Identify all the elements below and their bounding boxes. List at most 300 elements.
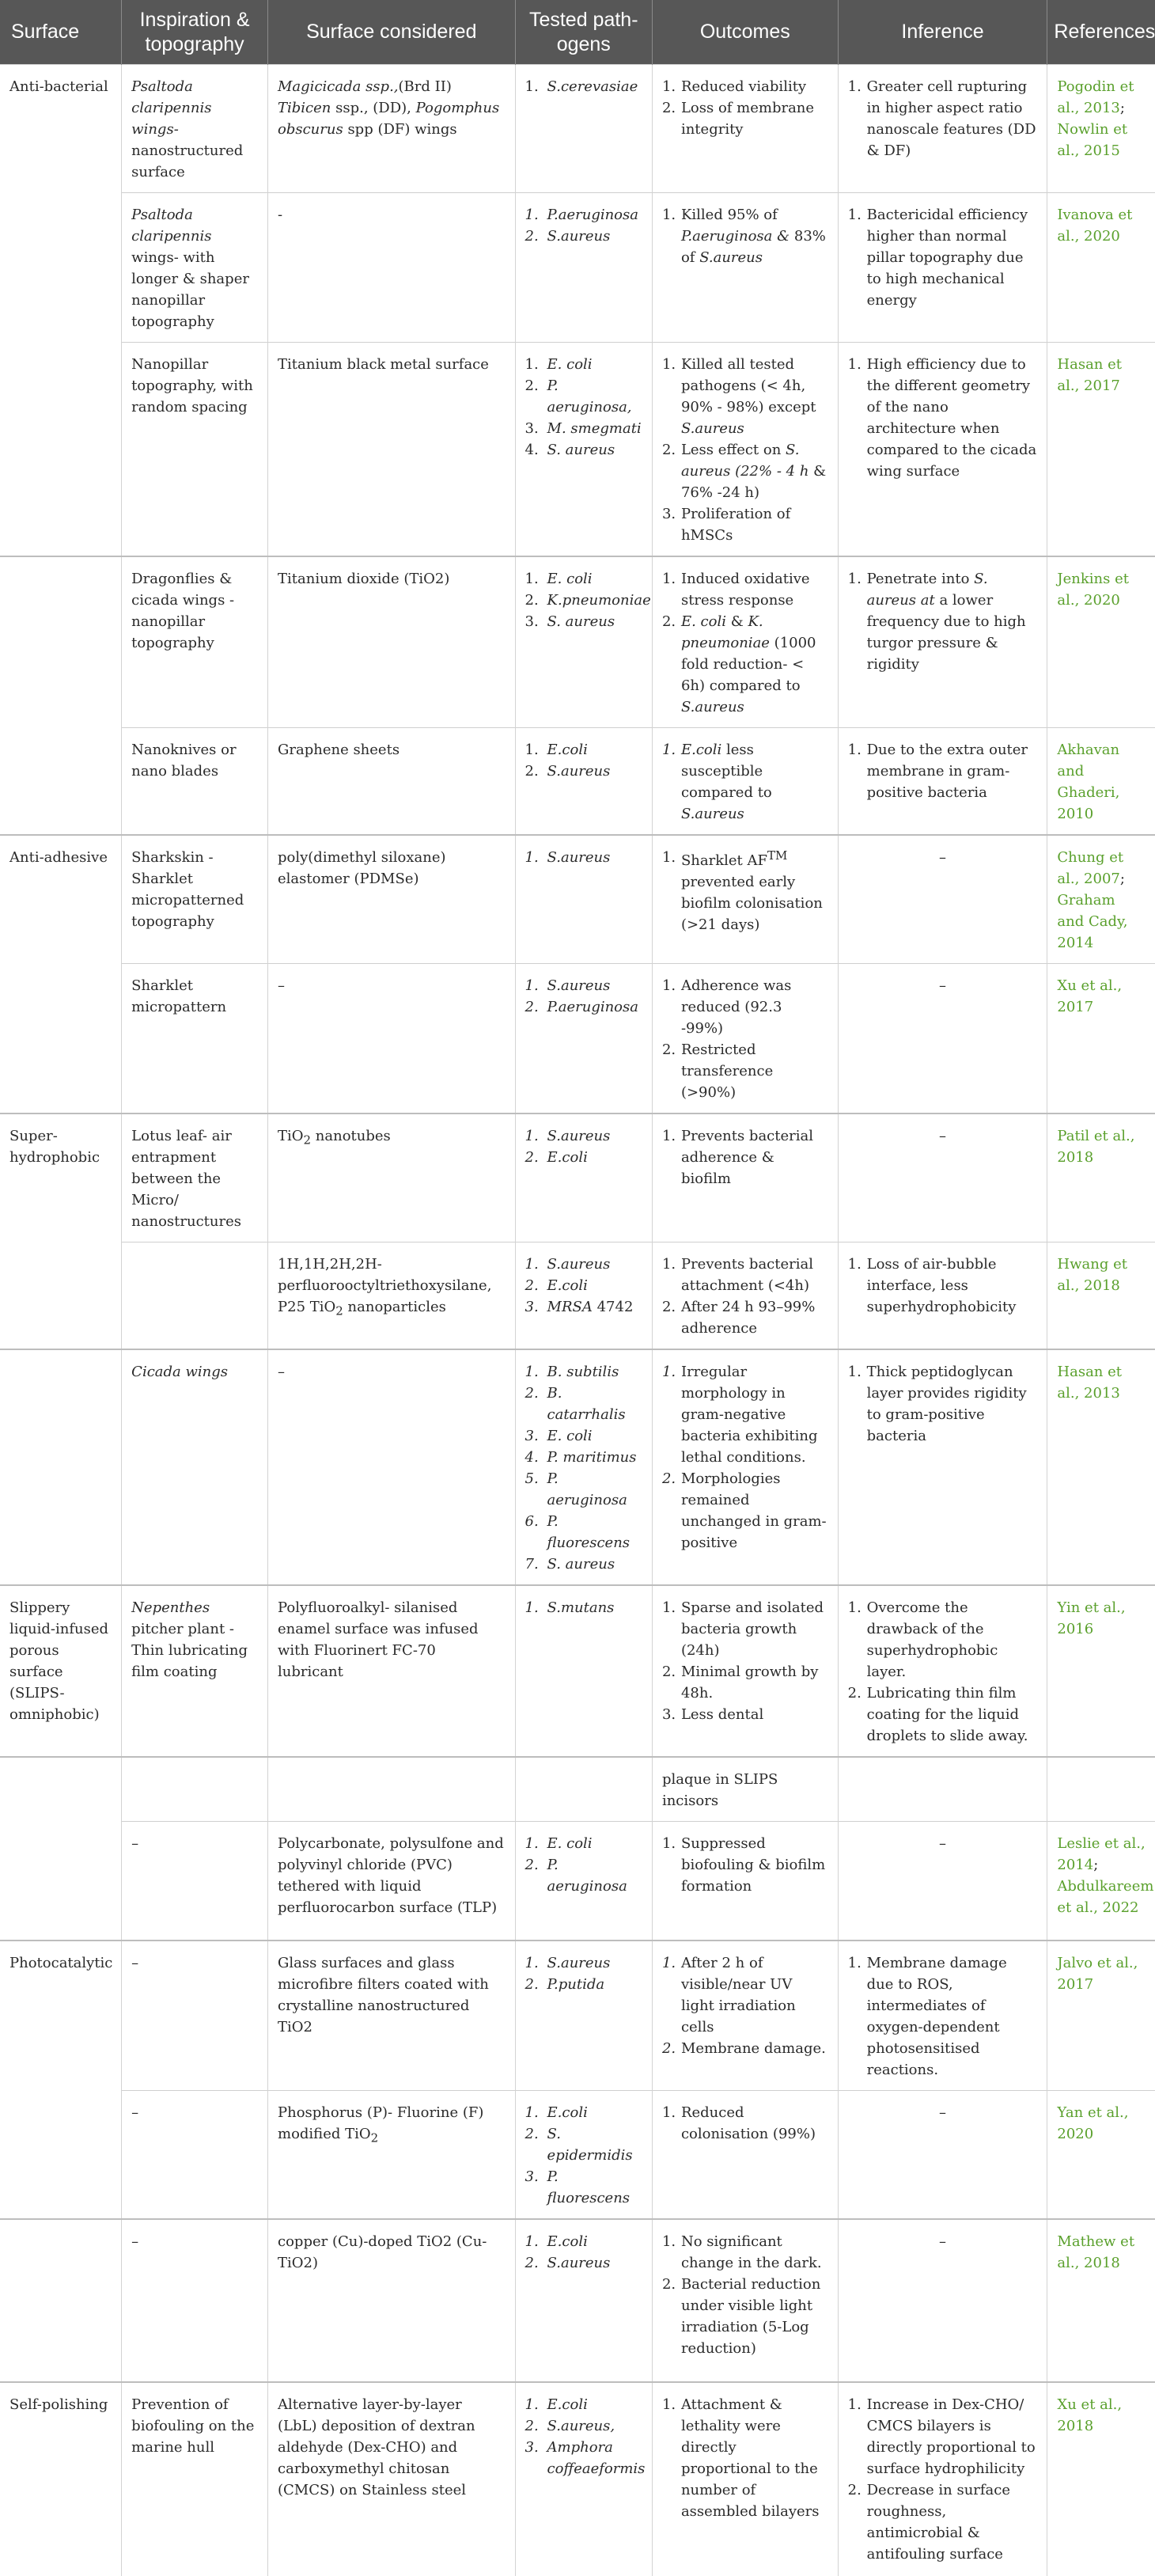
table-row: [0, 556, 1155, 728]
list-item: [662, 2102, 828, 2145]
references-cell: [1047, 1941, 1155, 2091]
pathogen-name: E. coli: [547, 571, 593, 587]
outcomes-cell: [652, 193, 838, 343]
item-number: 1.: [847, 1256, 862, 1273]
outcomes-cell: [652, 1822, 838, 1941]
item-number: 1.: [524, 742, 539, 758]
item-number: 2.: [661, 2275, 676, 2293]
item-number: 2.: [661, 613, 676, 630]
surface-considered-cell: Polycarbonate, polysulfone and polyvinyl chloride (PVC) tethered with liquid perfluorocarbon surface (TLP): [268, 1822, 516, 1941]
item-number: 2.: [661, 1664, 676, 1680]
surface-considered-cell: -: [268, 193, 516, 343]
references-cell: [1047, 1349, 1155, 1585]
outcomes-cell: [652, 1242, 838, 1350]
item-number: 2.: [524, 2254, 539, 2271]
outcome-text: [681, 847, 828, 935]
table-row: [0, 1585, 1155, 1757]
surface-cell: Anti-bacterial: [0, 65, 122, 193]
pathogen-name: E.coli: [547, 742, 588, 758]
inference-text: Membrane damage due to ROS, intermediates of oxygen-dependent photosensitised reactions.: [866, 1954, 1007, 2078]
item-number: 2.: [661, 100, 676, 116]
item-number: 3.: [524, 1299, 539, 1315]
list-item: [848, 568, 1038, 675]
surface-considered-cell: –: [268, 964, 516, 1114]
pathogen-name: S.aureus: [680, 806, 744, 822]
item-number: 1.: [661, 1835, 676, 1852]
item-number: 2.: [661, 1299, 676, 1315]
inference-cell: [838, 728, 1047, 836]
pathogens-cell: [515, 835, 652, 964]
surface-cell: [0, 1822, 122, 1941]
text-part: &: [725, 613, 748, 630]
references-cell: [1047, 65, 1155, 193]
outcomes-cell: [652, 1113, 838, 1242]
list-item: [525, 354, 642, 375]
list-item: [525, 2231, 642, 2252]
surface-considered-cell: Polyfluoroalkyl- silanised enamel surface was infused with Fluorinert FC-70 lubricant: [268, 1585, 516, 1757]
list-item: [525, 1833, 642, 1854]
pathogen-name: S.aureus: [680, 420, 744, 437]
outcomes-cell: [652, 2090, 838, 2219]
list-item: [525, 847, 642, 868]
list-item: [662, 97, 828, 140]
item-number: 1.: [661, 1364, 676, 1380]
outcome-text: Prevents bacterial attachment (<4h): [680, 1256, 813, 1294]
outcomes-cell: [652, 1757, 838, 1822]
list-item: [848, 204, 1038, 311]
pathogen-name: E. coli: [680, 613, 726, 630]
list-item: [848, 1361, 1038, 1447]
trademark-mark: TM: [767, 848, 788, 863]
pathogen-name: [547, 1296, 642, 1318]
inference-text: Lubricating thin film coating for the liquid droplets to slide away.: [866, 1685, 1028, 1744]
surface-considered-cell: copper (Cu)-doped TiO2 (Cu-TiO2): [268, 2219, 516, 2382]
reference-link[interactable]: Ivanova et al., 2020: [1057, 207, 1133, 245]
pathogen-name: E.coli: [547, 1277, 588, 1294]
outcome-text: Reduced viability: [680, 78, 807, 95]
inference-cell: [838, 343, 1047, 557]
list-item: [848, 2394, 1038, 2479]
list-item: [848, 1952, 1038, 2081]
inspiration-cell: Cicada wings: [122, 1349, 268, 1585]
table-row: [0, 1113, 1155, 1242]
list-item: [525, 1125, 642, 1147]
strain-name: MRSA: [547, 1299, 593, 1315]
inference-text: Greater cell rupturing in higher aspect ratio nanoscale features (DD & DF): [866, 78, 1036, 159]
table-row: [0, 728, 1155, 836]
reference-link[interactable]: Hwang et al., 2018: [1057, 1256, 1127, 1294]
pathogen-name: P. fluorescens: [547, 1513, 631, 1551]
text-part: (1000 fold reduction- < 6h) compared to: [680, 635, 816, 694]
surface-cell: [0, 2219, 122, 2382]
outcomes-cell: [652, 65, 838, 193]
list-item: [662, 354, 828, 439]
inspiration-cell: Sharkskin - Sharklet micropatterned topography: [122, 835, 268, 964]
pathogen-name: P. aeruginosa: [547, 1470, 627, 1508]
item-number: 2.: [661, 1041, 676, 1058]
text-part: 83% of: [680, 228, 826, 266]
list-item: [662, 1039, 828, 1103]
text-part: less susceptible compared to: [680, 742, 772, 801]
header-surface-considered: Surface considered: [268, 0, 516, 65]
item-number: 5.: [524, 1470, 539, 1487]
item-number: 1.: [524, 977, 539, 994]
item-number: 2.: [524, 1975, 539, 1993]
list-item: [525, 1296, 642, 1318]
outcome-text: Induced oxidative stress response: [680, 571, 810, 609]
item-number: 1.: [847, 571, 862, 587]
pathogens-cell: [515, 1242, 652, 1350]
pathogen-name: S. aureus: [547, 1556, 615, 1573]
inspiration-cell: [122, 1242, 268, 1350]
inference-cell: –: [838, 1822, 1047, 1941]
inspiration-cell: [122, 1757, 268, 1822]
item-number: 2.: [524, 2417, 539, 2434]
list-item: [525, 1952, 642, 1974]
item-number: 1.: [847, 742, 862, 758]
pathogen-name: K. pneumoniae: [680, 613, 770, 651]
outcome-text: Prevents bacterial adherence & biofilm: [680, 1128, 813, 1187]
item-number: 3.: [524, 2168, 539, 2185]
list-item: [524, 2437, 646, 2479]
inspiration-cell: Sharklet micropattern: [122, 964, 268, 1114]
list-item: [662, 76, 828, 97]
pathogen-name: E. coli: [547, 356, 593, 373]
surface-cell: [0, 193, 122, 343]
pathogen-name: P.aeruginosa: [547, 207, 638, 223]
references-cell: [1047, 964, 1155, 1114]
surface-considered-cell: [268, 65, 516, 193]
pathogen-name: E. coli: [547, 1835, 593, 1852]
list-item: [525, 1254, 642, 1275]
item-number: 3.: [661, 506, 676, 522]
reference-link[interactable]: Leslie et al., 2014: [1057, 1835, 1146, 1873]
item-number: 2.: [524, 1149, 539, 1166]
inference-cell: –: [838, 964, 1047, 1114]
item-number: 1.: [524, 2104, 539, 2121]
pathogens-cell: [515, 193, 652, 343]
subscript: 2: [370, 2130, 379, 2145]
table-row: [0, 193, 1155, 343]
outcome-continuation: plaque in SLIPS incisors: [661, 1771, 778, 1809]
item-number: 2.: [524, 1857, 539, 1873]
pathogens-cell: [515, 343, 652, 557]
surface-cell: [0, 556, 122, 728]
pathogens-cell: [515, 964, 652, 1114]
text-part: a lower frequency due to high turgor pressure & rigidity: [866, 592, 1026, 673]
header-row: [0, 0, 1155, 65]
list-item: [525, 611, 642, 632]
header-surface: Surface: [0, 0, 122, 65]
pathogen-name: P.aeruginosa: [547, 999, 638, 1015]
header-tested-pathogens: Tested path-ogens: [515, 0, 652, 65]
pathogens-cell: [515, 1822, 652, 1941]
list-item: [525, 2415, 642, 2437]
surface-cell: [0, 343, 122, 557]
text-part: Sharklet AF: [680, 852, 767, 869]
reference-link[interactable]: Graham and Cady, 2014: [1057, 892, 1128, 951]
pathogen-name: P. fluorescens: [547, 2168, 631, 2206]
outcomes-cell: [652, 343, 838, 557]
pathogen-name: K.pneumoniae: [547, 592, 651, 609]
pathogen-name: E.coli: [547, 2396, 588, 2413]
references-cell: [1047, 1822, 1155, 1941]
references-cell: [1047, 193, 1155, 343]
item-number: 1.: [661, 1128, 676, 1144]
item-number: 1.: [847, 1599, 862, 1616]
reference-link[interactable]: Chung et al., 2007: [1057, 849, 1124, 887]
pathogen-name: P. maritimus: [547, 1449, 637, 1466]
outcomes-cell: [652, 556, 838, 728]
inference-text: Increase in Dex-CHO/ CMCS bilayers is directly proportional to surface hydrophilicity: [866, 2396, 1036, 2477]
outcome-text: Proliferation of hMSCs: [680, 506, 791, 544]
inference-cell: –: [838, 2090, 1047, 2219]
reference-link[interactable]: Yan et al., 2020: [1057, 2104, 1129, 2142]
inspiration-cell: Prevention of biofouling on the marine hull: [122, 2382, 268, 2576]
item-number: 1.: [661, 849, 676, 866]
list-item: [525, 761, 642, 782]
pathogen-name: E.coli: [547, 2233, 588, 2250]
item-number: 3.: [524, 1428, 539, 1444]
inference-text: Loss of air-bubble interface, less superhydrophobicity: [866, 1256, 1017, 1315]
pathogens-cell: [515, 1941, 652, 2091]
table-row: [0, 835, 1155, 964]
references-cell: [1047, 2219, 1155, 2382]
references-cell: [1047, 1585, 1155, 1757]
pathogen-name: M. smegmati: [547, 420, 642, 437]
pathogen-name: S.mutans: [547, 1599, 615, 1616]
inspiration-text: wings- with longer & shaper nanopillar topography: [131, 249, 249, 330]
pathogen-name: P. aeruginosa,: [547, 377, 632, 415]
inference-cell: [838, 1941, 1047, 2091]
pathogen-name: S.aureus: [547, 977, 611, 994]
inspiration-cell: Lotus leaf- air entrapment between the Micro/ nanostructures: [122, 1113, 268, 1242]
list-item: [525, 1275, 642, 1296]
pathogen-name: S.cerevasiae: [547, 78, 638, 95]
item-number: 2.: [524, 2125, 539, 2142]
pathogens-cell: [515, 556, 652, 728]
item-number: 1.: [661, 571, 676, 587]
outcomes-cell: [652, 1585, 838, 1757]
table-row: [0, 1822, 1155, 1941]
reference-link[interactable]: Hasan et al., 2013: [1057, 1364, 1123, 1402]
pathogen-name: S.aureus: [547, 228, 611, 245]
pathogens-cell: [515, 2219, 652, 2382]
surface-considered-cell: Graphene sheets: [268, 728, 516, 836]
item-number: 3.: [524, 613, 539, 630]
list-item: [662, 1833, 828, 1897]
item-number: 1.: [847, 2396, 862, 2413]
outcomes-cell: [652, 728, 838, 836]
outcomes-cell: [652, 2382, 838, 2576]
text-part: Penetrate into: [866, 571, 975, 587]
reference-link[interactable]: Patil et al., 2018: [1057, 1128, 1135, 1166]
list-item: [662, 204, 828, 268]
item-number: 1.: [524, 356, 539, 373]
table-row: [0, 964, 1155, 1114]
list-item: [662, 1597, 828, 1661]
reference-link[interactable]: Pogodin et al., 2013: [1057, 78, 1134, 116]
reference-link[interactable]: Jalvo et al., 2017: [1057, 1954, 1138, 1993]
reference-link[interactable]: Akhavan and Ghaderi, 2010: [1057, 742, 1120, 822]
item-number: 1.: [524, 1128, 539, 1144]
item-number: 1.: [524, 849, 539, 866]
list-item: [525, 76, 642, 97]
outcome-text: After 2 h of visible/near UV light irradiation cells: [680, 1954, 796, 2035]
pathogens-cell: [515, 728, 652, 836]
strain-number: 4742: [592, 1299, 634, 1315]
list-item: [662, 2274, 828, 2359]
text-part: Killed all tested pathogens (< 4h, 90% - 98%) except: [680, 356, 816, 415]
table-row: [0, 2090, 1155, 2219]
subscript: 2: [303, 1132, 312, 1148]
item-number: 1.: [661, 356, 676, 373]
outcome-text: Reduced colonisation (99%): [680, 2104, 816, 2142]
inference-cell: –: [838, 2219, 1047, 2382]
reference-link[interactable]: Mathew et al., 2018: [1057, 2233, 1135, 2271]
list-item: [848, 354, 1038, 482]
item-number: 1.: [524, 207, 539, 223]
list-item: [662, 503, 828, 546]
cell-text: ssp., (DD),: [331, 100, 416, 116]
header-inspiration: Inspiration & topography: [122, 0, 268, 65]
table-row: [0, 1349, 1155, 1585]
pathogen-name: B. subtilis: [547, 1364, 619, 1380]
inference-cell: [838, 193, 1047, 343]
subscript: 2: [335, 1303, 343, 1318]
item-number: 3.: [661, 1706, 676, 1723]
table-row: [0, 1941, 1155, 2091]
pathogen-name: P.putida: [547, 1975, 605, 1993]
list-item: [525, 2102, 642, 2123]
species-name: Pogomphus obscurus: [278, 100, 500, 138]
list-item: [662, 1254, 828, 1296]
references-cell: [1047, 1113, 1155, 1242]
item-number: 1.: [661, 2233, 676, 2250]
pathogen-name: E. coli: [547, 1428, 593, 1444]
pathogen-name: E.coli: [547, 1149, 588, 1166]
list-item: [525, 975, 642, 996]
item-number: 2.: [524, 377, 539, 394]
inspiration-italic: Psaltoda claripennis: [131, 207, 212, 245]
pathogen-name: S.aureus: [547, 1954, 611, 1971]
reference-link[interactable]: Hasan et al., 2017: [1057, 356, 1123, 394]
pathogen-name: P. aeruginosa: [547, 1857, 627, 1895]
cell-text: spp (DF) wings: [343, 121, 457, 138]
inspiration-text: nanostructured surface: [131, 142, 244, 180]
list-item: [848, 1254, 1038, 1318]
reference-link[interactable]: Jenkins et al., 2020: [1057, 571, 1129, 609]
list-item: [662, 1125, 828, 1189]
outcome-text: Attachment & lethality were directly proportional to the number of assembled bilayers: [680, 2396, 820, 2520]
reference-link[interactable]: Xu et al., 2017: [1057, 977, 1123, 1015]
text-part: prevented early biofilm colonisation (>21 days): [680, 874, 823, 933]
outcome-text: Minimal growth by 48h.: [680, 1664, 819, 1702]
species-name: Tibicen: [278, 100, 331, 116]
reference-link[interactable]: Yin et al., 2016: [1057, 1599, 1126, 1637]
pathogen-name: S.aureus: [547, 849, 611, 866]
outcomes-cell: [652, 2219, 838, 2382]
item-number: 2.: [524, 592, 539, 609]
surface-considered-cell: [268, 1242, 516, 1350]
surface-cell: Self-polishing: [0, 2382, 122, 2576]
item-number: 1.: [661, 1954, 676, 1971]
item-number: 1.: [661, 1599, 676, 1616]
outcome-text: [681, 354, 828, 439]
text-part: Phosphorus (P)- Fluorine (F) modified TiO: [278, 2104, 484, 2142]
item-number: 2.: [847, 2481, 862, 2498]
surface-considered-cell: Glass surfaces and glass microfibre filters coated with crystalline nanostructured TiO2: [268, 1941, 516, 2091]
reference-link[interactable]: Nowlin et al., 2015: [1057, 121, 1128, 159]
list-item: [848, 739, 1038, 803]
outcome-text: [681, 204, 828, 268]
item-number: 1.: [847, 1364, 862, 1380]
list-item: [848, 2479, 1038, 2565]
cell-text: (Brd II): [398, 78, 452, 95]
list-item: [662, 2394, 828, 2522]
references-cell: [1047, 2090, 1155, 2219]
inference-cell: [838, 1242, 1047, 1350]
list-item: [525, 375, 642, 418]
outcome-text: Suppressed biofouling & biofilm formation: [680, 1835, 826, 1895]
inference-cell: [838, 65, 1047, 193]
header-outcomes: Outcomes: [652, 0, 838, 65]
pathogen-name: Amphora coffeaeformis: [547, 2438, 646, 2477]
outcome-text: No significant change in the dark.: [680, 2233, 822, 2271]
table-row: [0, 1242, 1155, 1350]
item-number: 1.: [661, 742, 676, 758]
pathogens-cell: [515, 2090, 652, 2219]
inference-text: Decrease in surface roughness, antimicrobial & antifouling surface: [866, 2481, 1011, 2563]
pathogen-name: S.aureus: [699, 249, 763, 266]
inference-cell: [838, 2382, 1047, 2576]
list-item: [525, 439, 642, 461]
item-number: 1.: [847, 207, 862, 223]
reference-link[interactable]: Abdulkareem et al., 2022: [1057, 1878, 1154, 1916]
list-item: [525, 2252, 642, 2274]
references-cell: [1047, 728, 1155, 836]
reference-separator: ;: [1093, 1857, 1099, 1873]
pathogens-cell: [515, 1349, 652, 1585]
surface-cell: [0, 2090, 122, 2219]
inference-cell: [838, 1349, 1047, 1585]
text-part: 1H,1H,2H,2H-perfluorooctyltriethoxysilane, P25 TiO: [278, 1256, 492, 1315]
item-number: 1.: [661, 2104, 676, 2121]
outcome-text: [681, 611, 828, 718]
item-number: 2.: [661, 442, 676, 458]
pathogens-cell: [515, 65, 652, 193]
inference-text: [867, 568, 1038, 675]
surface-cell: [0, 728, 122, 836]
reference-link[interactable]: Xu et al., 2018: [1057, 2396, 1123, 2434]
inference-cell: [838, 1585, 1047, 1757]
pathogen-name: S.aureus: [547, 1256, 611, 1273]
list-item: [662, 611, 828, 718]
surface-considered-cell: poly(dimethyl siloxane) elastomer (PDMSe): [268, 835, 516, 964]
item-number: 1.: [661, 207, 676, 223]
outcomes-cell: [652, 964, 838, 1114]
list-item: [848, 76, 1038, 161]
inspiration-cell: –: [122, 2219, 268, 2382]
surface-considered-cell: –: [268, 1349, 516, 1585]
references-cell: [1047, 2382, 1155, 2576]
outcome-text: Irregular morphology in gram-negative bacteria exhibiting lethal conditions.: [680, 1364, 818, 1466]
inference-cell: [838, 556, 1047, 728]
item-number: 2.: [524, 763, 539, 780]
item-number: 2.: [524, 999, 539, 1015]
pathogen-name: P.aeruginosa &: [680, 228, 794, 245]
pathogens-cell: [515, 2382, 652, 2576]
